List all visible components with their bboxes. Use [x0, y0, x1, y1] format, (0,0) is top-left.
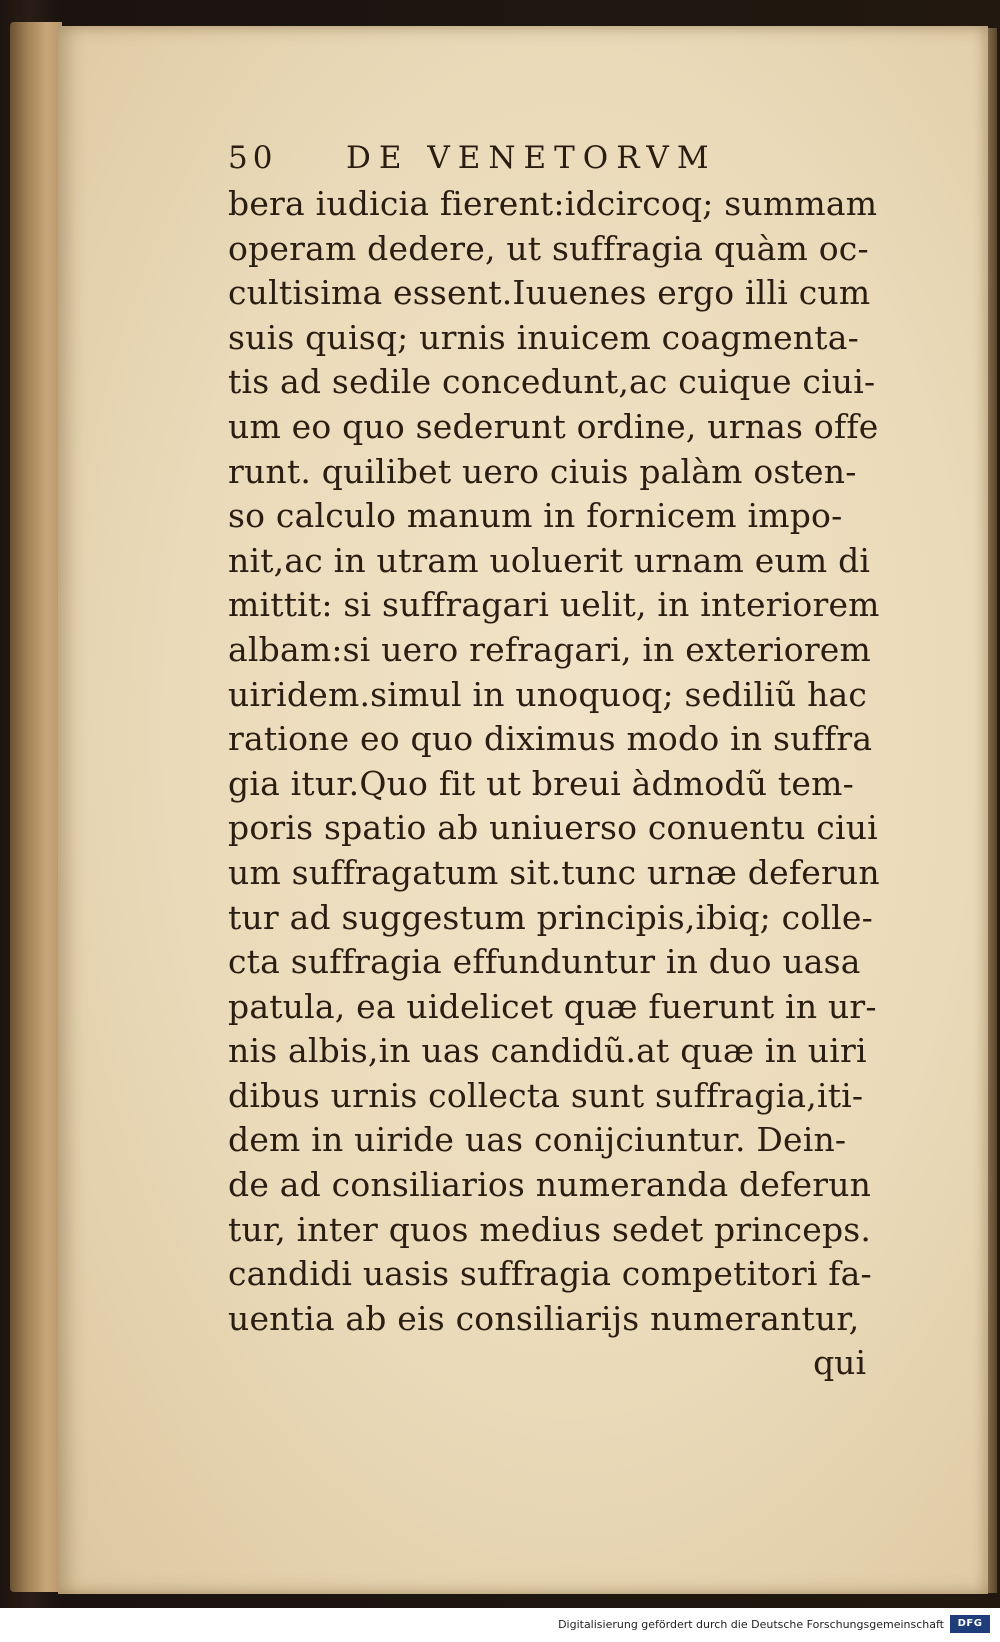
text-line: dem in uiride uas conijciuntur. Dein- — [228, 1120, 847, 1160]
body-text — [228, 182, 918, 1341]
text-line: ratione eo quo diximus modo in suffra — [228, 719, 873, 759]
text-line: albam:si uero refragari, in exteriorem — [228, 629, 872, 669]
text-line: nis albis,in uas candidũ.at quæ in uiri — [228, 1031, 867, 1071]
text-line: uiridem.simul in unoquoq; sediliũ hac — [228, 674, 868, 714]
dfg-logo: DFG — [950, 1615, 990, 1633]
catchword: qui — [813, 1343, 866, 1383]
text-line: um suffragatum sit.tunc urnæ deferun — [228, 852, 880, 892]
text-line: runt. quilibet uero ciuis palàm osten- — [228, 451, 857, 491]
text-line: patula, ea uidelicet quæ fuerunt in ur- — [228, 986, 877, 1026]
text-line: nit,ac in utram uoluerit urnam eum di — [228, 540, 871, 580]
text-line: dibus urnis collecta sunt suffragia,iti- — [228, 1075, 864, 1115]
text-line: candidi uasis suffragia competitori fa- — [228, 1254, 872, 1294]
text-line: operam dedere, ut suffragia quàm oc- — [228, 228, 869, 268]
text-line: uentia ab eis consiliarijs numerantur, — [228, 1298, 860, 1338]
digitization-credit: Digitalisierung gefördert durch die Deutsche Forschungsgemeinschaft — [558, 1618, 944, 1631]
page-header — [228, 140, 918, 178]
text-line: tur ad suggestum principis,ibiq; colle- — [228, 897, 874, 937]
text-block — [228, 140, 918, 1385]
text-line: cta suffragia effunduntur in duo uasa — [228, 942, 861, 982]
text-line: tis ad sedile concedunt,ac cuique ciui- — [228, 362, 876, 402]
text-line: mittit: si suffragari uelit, in interiorem — [228, 585, 880, 625]
text-line: bera iudicia fierent:idcircoq; summam — [228, 184, 878, 223]
page-fore-edge — [10, 22, 62, 1592]
text-line: cultisima essent.Iuuenes ergo illi cum — [228, 273, 871, 313]
text-line: tur, inter quos medius sedet princeps. — [228, 1209, 872, 1249]
text-line: so calculo manum in fornicem impo- — [228, 496, 843, 536]
text-line: de ad consiliarios numeranda deferun — [228, 1165, 872, 1205]
text-line: suis quisq; urnis inuicem coagmenta- — [228, 317, 859, 357]
text-line: poris spatio ab uniuerso conuentu ciui — [228, 808, 878, 848]
page-number: 50 — [228, 140, 278, 176]
running-title: DE VENETORVM — [346, 140, 717, 176]
text-line: gia itur.Quo fit ut breui àdmodũ tem- — [228, 763, 854, 803]
text-line: um eo quo sederunt ordine, urnas offe — [228, 406, 879, 446]
